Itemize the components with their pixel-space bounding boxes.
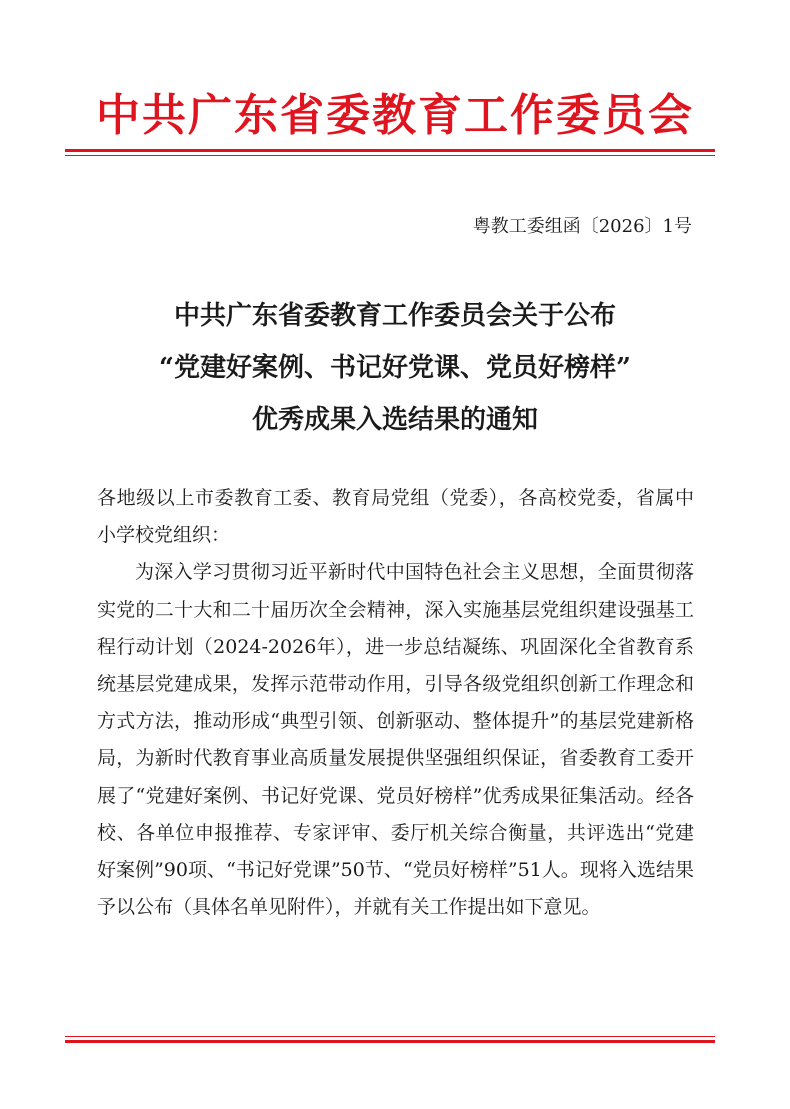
document-body: [97, 480, 694, 926]
header-rule-thin: [65, 155, 715, 156]
title-line-2: “党建好案例、书记好党课、党员好榜样”: [159, 353, 631, 383]
header-rule-thick: [65, 149, 715, 152]
masthead-org-name: 中共广东省委教育工作委员会: [96, 90, 694, 141]
salutation: 各地级以上市委教育工委、教育局党组（党委），各高校党委，省属中小学校党组织：: [97, 487, 694, 547]
footer-rule-thick: [65, 1040, 715, 1043]
title-line-1: 中共广东省委教育工作委员会关于公布: [173, 301, 616, 331]
document-number: 粤教工委组函〔2026〕1号: [472, 216, 692, 237]
body-paragraph: 为深入学习贯彻习近平新时代中国特色社会主义思想，全面贯彻落实党的二十大和二十届历次全会精神，深入实施基层党组织建设强基工程行动计划（2024-2026年），进一步总结凝练、巩固深化全省教育系统基层党建成果，发挥示范带动作用，引导各级党组织创新工作理念和方式方法，推动形成“典型引领、创新驱动、整体提升”的基层党建新格局，为新时代教育事业高质量发展提供坚强组织保证，省委教育工委开展了“党建好案例、书记好党课、党员好榜样”优秀成果征集活动。经各校、各单位申报推荐、专家评审、委厅机关综合衡量，共评选出“党建好案例”90项、“书记好党课”50节、“党员好榜样”51人。现将入选结果予以公布（具体名单见附件），并就有关工作提出如下意见。: [97, 561, 694, 919]
footer-rule-thin: [65, 1036, 715, 1037]
document-title: [70, 290, 720, 446]
title-line-3: 优秀成果入选结果的通知: [251, 405, 538, 435]
